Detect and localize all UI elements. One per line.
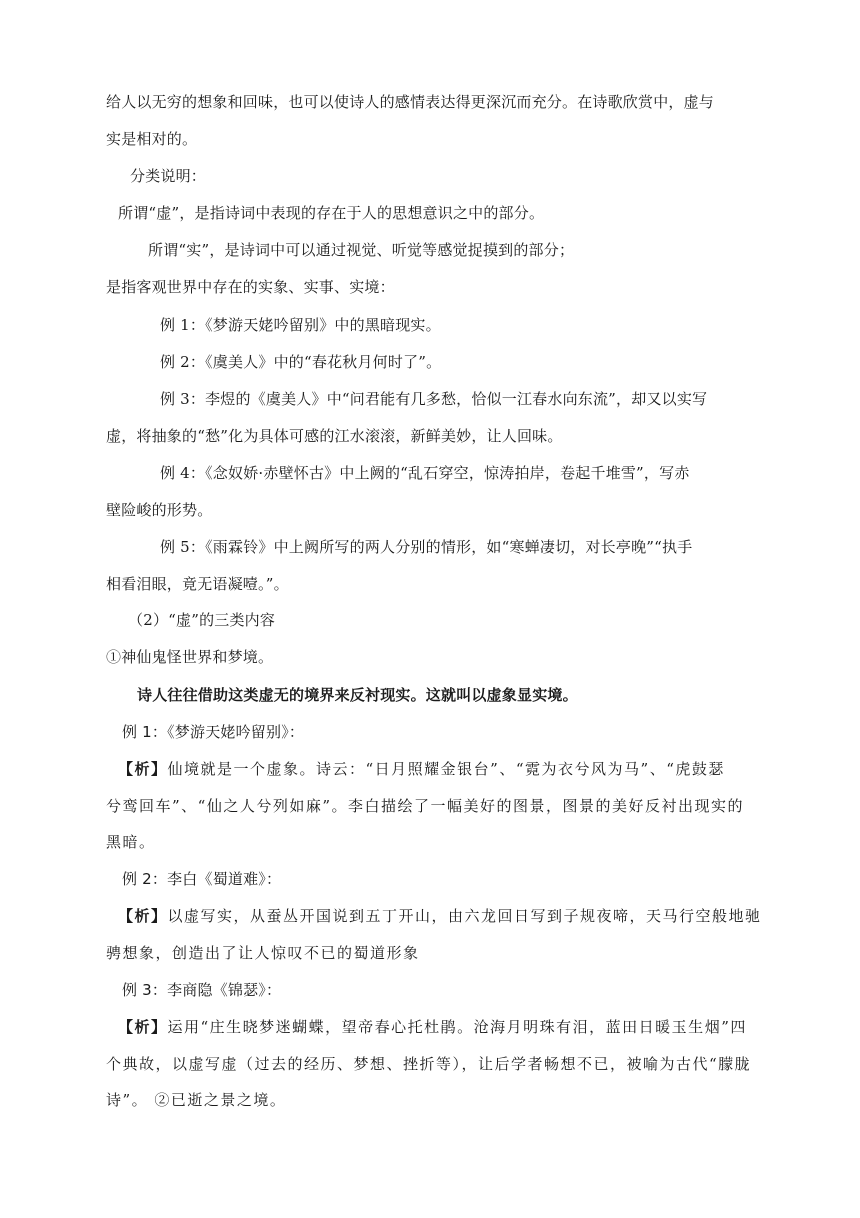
analysis-line: 骋想象，创造出了让人惊叹不已的蜀道形象 (106, 944, 420, 962)
analysis-line: 【析】仙境就是一个虚象。诗云：“日月照耀金银台”、“霓为衣兮风为马”、“虎鼓瑟 (118, 760, 725, 778)
analysis-tag: 【析】 (118, 907, 168, 925)
example-heading: 例 3：李商隐《锦瑟》： (122, 981, 282, 999)
analysis-line: 【析】以虚写实，从蚕丛开国说到五丁开山，由六龙回日写到子规夜啼，天马行空般地驰 (118, 907, 762, 925)
analysis-line: 个典故，以虚写虚（过去的经历、梦想、挫折等），让后学者畅想不已，被喻为古代“朦胧 (106, 1055, 752, 1073)
paragraph-line: 给人以无穷的想象和回味，也可以使诗人的感情表达得更深沉而充分。在诗歌欣赏中，虚与 (106, 93, 715, 111)
example-line: 壁险峻的形势。 (106, 501, 213, 519)
list-item: ①神仙鬼怪世界和梦境。 (106, 648, 274, 666)
analysis-line: 兮鸾回车”、“仙之人兮列如麻”。李白描绘了一幅美好的图景，图景的美好反衬出现实的 (106, 797, 745, 815)
example-line: 虚，将抽象的“愁”化为具体可感的江水滚滚，新鲜美妙，让人回味。 (106, 427, 563, 445)
analysis-line: 黑暗。 (106, 833, 156, 851)
example-line: 例 4：《念奴娇·赤壁怀古》中上阙的“乱石穿空，惊涛拍岸，卷起千堆雪”，写赤 (160, 464, 690, 482)
definition-line: 所谓“虚”，是指诗词中表现的存在于人的思想意识之中的部分。 (118, 204, 545, 222)
analysis-tag: 【析】 (118, 760, 168, 778)
emphasis-line: 诗人往往借助这类虚无的境界来反衬现实。这就叫以虚象显实境。 (137, 686, 578, 704)
section-label: 分类说明： (130, 167, 207, 185)
example-heading: 例 1：《梦游天姥吟留别》： (122, 723, 305, 741)
analysis-tag: 【析】 (118, 1018, 168, 1036)
definition-line: 是指客观世界中存在的实象、实事、实境： (106, 278, 395, 296)
definition-line: 所谓“实”，是诗词中可以通过视觉、听觉等感觉捉摸到的部分； (148, 241, 575, 259)
example-line: 例 3：李煜的《虞美人》中“问君能有几多愁，恰似一江春水向东流”，却又以实写 (160, 390, 708, 408)
example-heading: 例 2：李白《蜀道难》： (122, 870, 282, 888)
example-line: 例 5：《雨霖铃》中上阙所写的两人分别的情形，如“寒蝉凄切，对长亭晚”“执手 (160, 538, 693, 556)
analysis-line: 【析】运用“庄生晓梦迷蝴蝶，望帝春心托杜鹃。沧海月明珠有泪，蓝田日暖玉生烟”四 (118, 1018, 747, 1036)
example-line: 相看泪眼，竟无语凝噎。”。 (106, 575, 289, 593)
example-line: 例 2：《虞美人》中的“春花秋月何时了”。 (160, 353, 442, 371)
subsection-heading: （2）“虚”的三类内容 (128, 611, 276, 629)
example-line: 例 1：《梦游天姥吟留别》中的黑暗现实。 (160, 316, 441, 334)
analysis-line: 诗”。 ②已逝之景之境。 (106, 1091, 287, 1109)
paragraph-line: 实是相对的。 (106, 130, 198, 148)
